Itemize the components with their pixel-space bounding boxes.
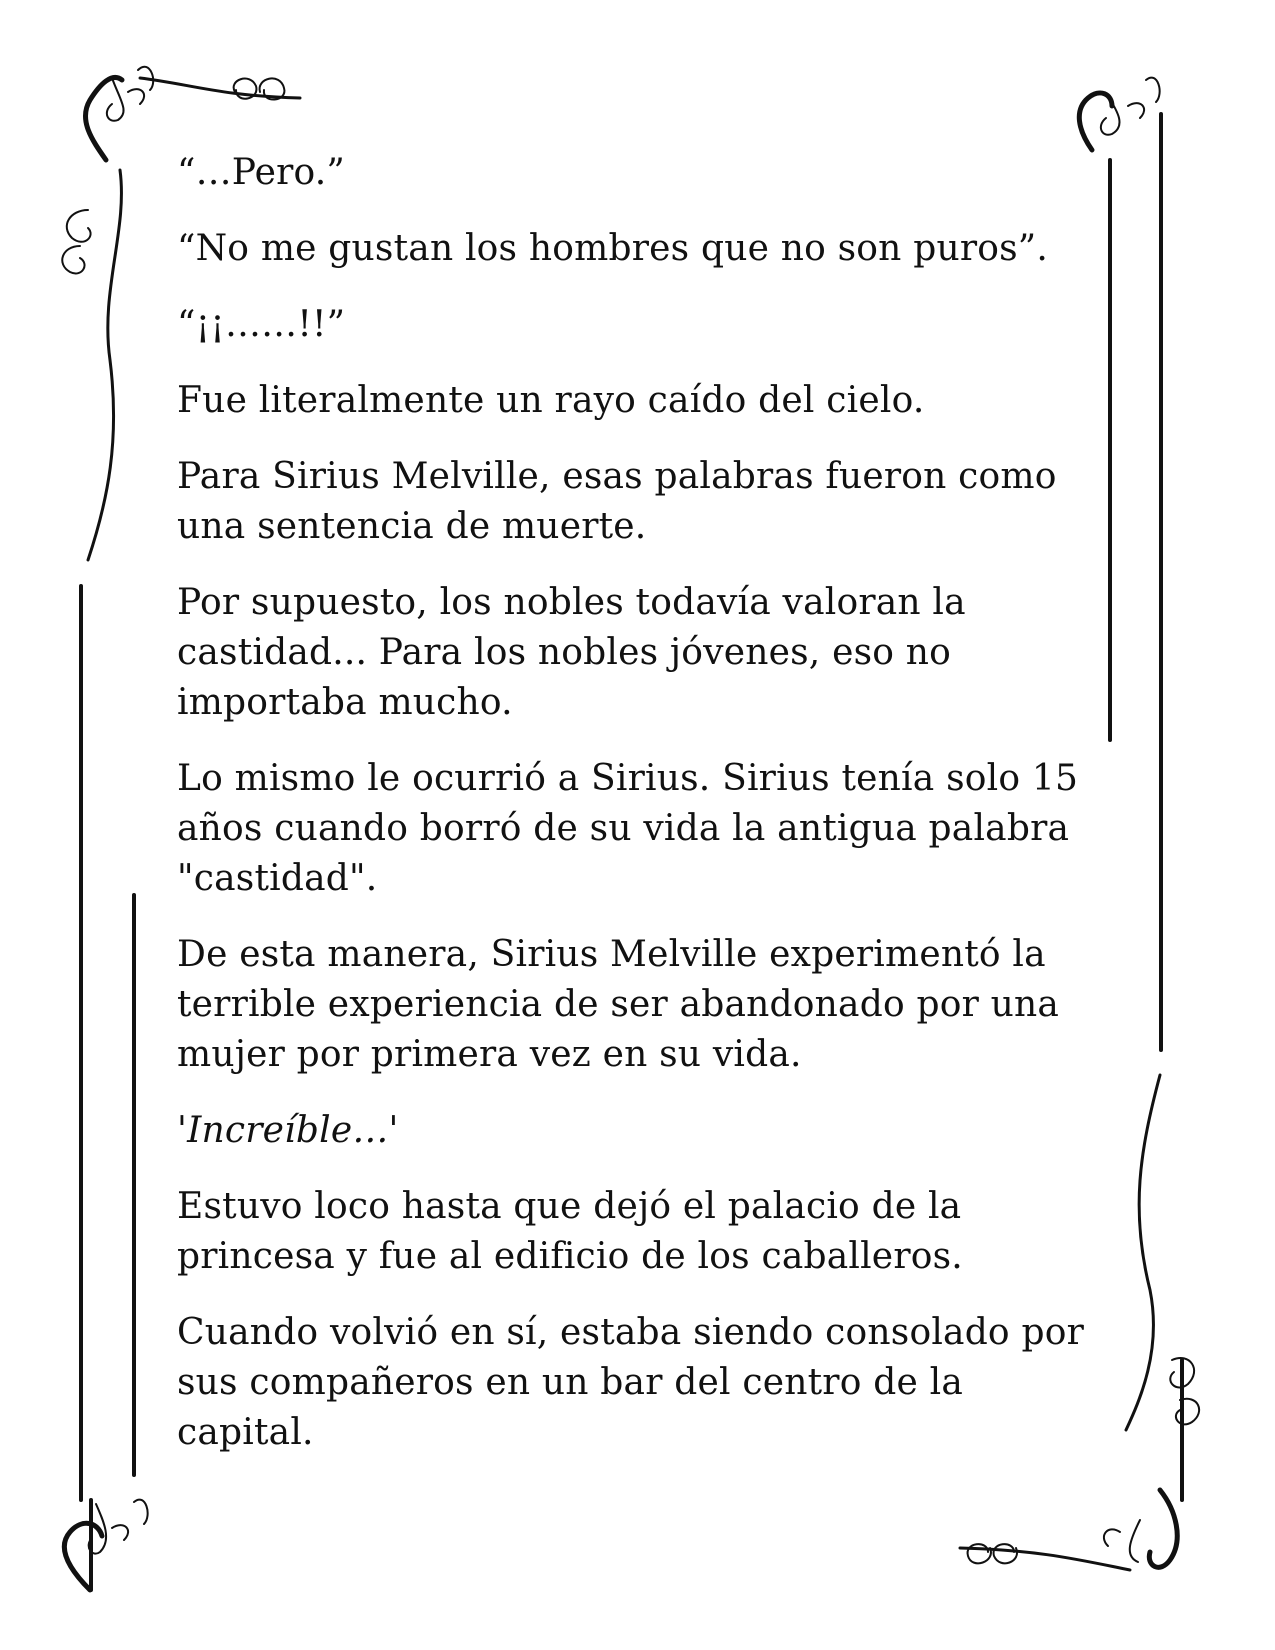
paragraph-9: 'Increíble…' [177,1110,399,1151]
paragraph-4: Fue literalmente un rayo caído del cielo. [177,380,925,421]
bottom-left-flourish-icon [64,1500,147,1590]
paragraph-10: Estuvo loco hasta que dejó el palacio de la princesa y fue al edificio de los caballeros. [177,1186,963,1277]
paragraph-8: De esta manera, Sirius Melville experimentó la terrible experiencia de ser abandonado por una mujer por primera vez en su vida. [177,934,1060,1075]
paragraph-11: Cuando volvió en sí, estaba siendo consolado por sus compañeros en un bar del centro de la capital. [177,1312,1084,1453]
paragraph-7: Lo mismo le ocurrió a Sirius. Sirius tenía solo 15 años cuando borró de su vida la antigua palabra "castidad". [177,758,1079,899]
paragraph-5: Para Sirius Melville, esas palabras fueron como una sentencia de muerte. [177,456,1057,547]
paragraph-3: “¡¡……!!” [177,304,346,345]
paragraph-1: “…Pero.” [177,152,346,193]
paragraph-2: “No me gustan los hombres que no son puros”. [177,228,1049,269]
top-right-flourish-icon [1079,78,1159,150]
paragraph-6: Por supuesto, los nobles todavía valoran la castidad... Para los nobles jóvenes, eso no importaba mucho. [177,582,966,723]
story-text [177,148,1107,1484]
